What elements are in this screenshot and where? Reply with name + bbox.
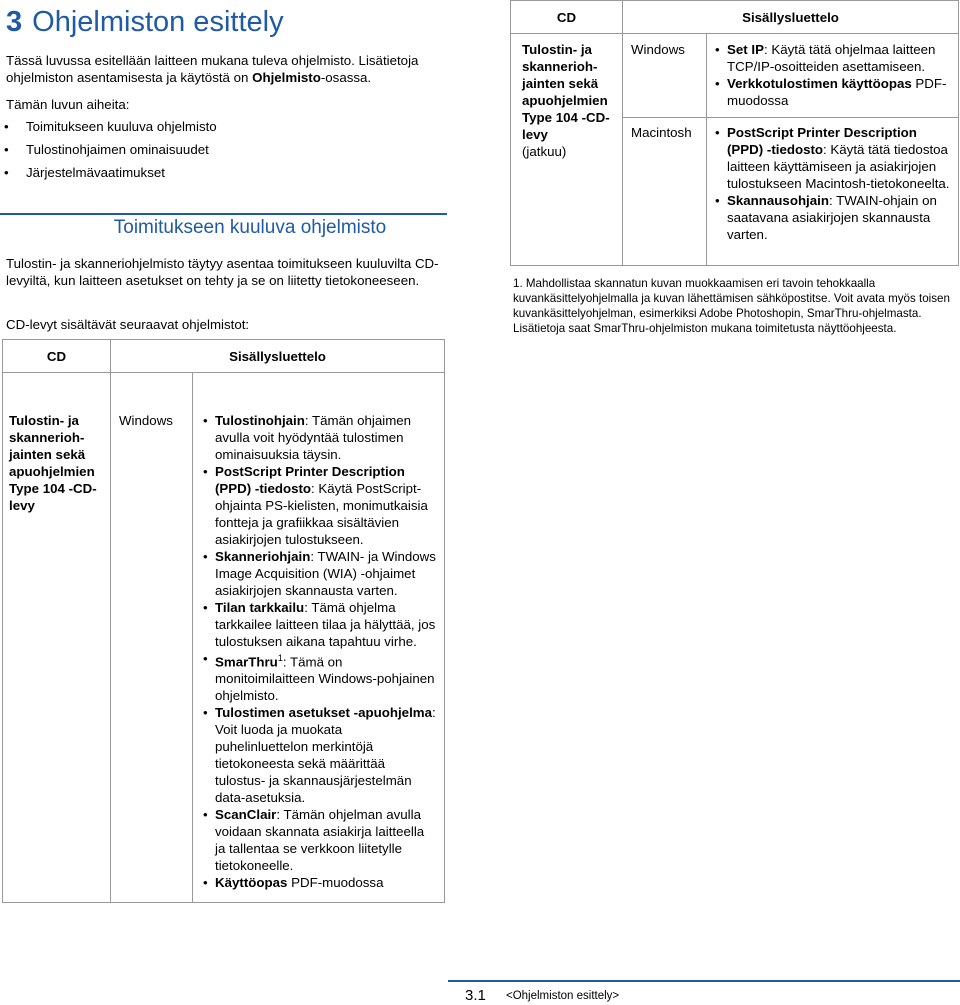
table-cell-contents (193, 373, 445, 903)
footer-chapter: <Ohjelmiston esittely> (506, 990, 620, 1002)
footer-divider (448, 980, 960, 982)
list-item: • PostScript Printer Description (PPD) -tiedosto: Käytä tätä tiedostoa laitteen käyttämiseen ja asiakirjojen tulostukseen Macintosh-tietokoneelta. (713, 124, 950, 192)
section-paragraph: Tulostin- ja skanneriohjelmisto täytyy asentaa toimitukseen kuuluvilta CD-levyiltä, kun laitteen asetukset on tehty ja se on liitetty tietokoneeseen. (6, 256, 439, 288)
table-cell-contents (707, 34, 959, 118)
topics-label: Tämän luvun aiheita: (6, 97, 130, 112)
topic-item[interactable]: • Järjestelmävaatimukset (2, 161, 442, 184)
table-cell-cd: Tulostin- ja skanneriohjainten sekä apuohjelmien Type 104 -CD-levy (3, 373, 111, 903)
section-divider (0, 213, 447, 215)
list-item: • ScanClair: Tämän ohjelman avulla voidaan skannata asiakirja laitteella ja tallentaa se verkkoon liitetylle tietokoneelle. (201, 806, 436, 874)
section-paragraph-2: CD-levyt sisältävät seuraavat ohjelmistot: (6, 317, 250, 332)
software-list (713, 41, 950, 109)
list-item: • Käyttöopas PDF-muodossa (201, 874, 436, 891)
table-cell-os: Windows (111, 373, 193, 903)
chapter-title (6, 4, 284, 40)
list-item: • SmarThru$^1$: Tämä on monitoimilaitteen Windows-pohjainen ohjelmisto. (201, 650, 436, 704)
topic-item[interactable]: • Toimitukseen kuuluva ohjelmisto (2, 115, 442, 138)
page-number: 3.1 (465, 987, 486, 1004)
section-heading: Toimitukseen kuuluva ohjelmisto (113, 217, 387, 238)
table-header-contents: Sisällysluettelo (623, 1, 959, 34)
table-header-contents: Sisällysluettelo (111, 340, 445, 373)
continued-note: (jatkuu) (522, 144, 567, 159)
list-item: • Skanneriohjain: TWAIN- ja Windows Image Acquisition (WIA) -ohjaimet asiakirjojen skannausta varten. (201, 548, 436, 599)
table-header-cd: CD (511, 1, 623, 34)
table-cell-cd (511, 34, 623, 266)
intro-text-end: -osassa. (320, 70, 372, 85)
chapter-number: 3 (6, 6, 23, 38)
table-cell-os: Windows (623, 34, 707, 118)
table-cell-os: Macintosh (623, 118, 707, 266)
intro-paragraph (6, 52, 446, 86)
software-list (201, 412, 436, 891)
software-list (713, 124, 950, 243)
intro-text: Tässä luvussa esitellään laitteen mukana tuleva ohjelmisto. Lisätietoja ohjelmiston asentamisesta ja käytöstä on (6, 53, 419, 85)
list-item: • Tulostimen asetukset -apuohjelma: Voit luoda ja muokata puhelinluettelon merkintöjä tietokoneesta sekä määrittää tulostus- ja skannausjärjestelmän data-asetuksia. (201, 704, 436, 806)
list-item: • Skannausohjain: TWAIN-ohjain on saatavana asiakirjojen skannausta varten. (713, 192, 950, 243)
topics-list (2, 115, 442, 184)
list-item: • Tilan tarkkailu: Tämä ohjelma tarkkailee laitteen tilaa ja hälyttää, jos tulostuksen aikana tapahtuu virhe. (201, 599, 436, 650)
footnote-ref[interactable]: 1 (277, 653, 283, 663)
list-item: • Set IP: Käytä tätä ohjelmaa laitteen TCP/IP-osoitteiden asettamiseen. (713, 41, 950, 75)
table-cell-contents (707, 118, 959, 266)
chapter-title-text: Ohjelmiston esittely (32, 6, 284, 38)
software-table (2, 339, 445, 903)
software-table-continued (510, 0, 959, 266)
topic-item[interactable]: • Tulostinohjaimen ominaisuudet (2, 138, 442, 161)
table-header-cd: CD (3, 340, 111, 373)
software-section-link[interactable]: Ohjelmisto (252, 70, 321, 85)
list-item: • Verkkotulostimen käyttöopas PDF-muodossa (713, 75, 950, 109)
cd-name: Tulostin- ja skanneriohjainten sekä apuohjelmien Type 104 -CD-levy (522, 42, 610, 142)
footnote: 1. Mahdollistaa skannatun kuvan muokkaamisen eri tavoin tehokkaalla kuvankäsittelyohjelmalla ja kuvan lähettämisen sähköpostitse. Voit avata myös toisen kuvankäsittelyohjelman, esimerkiksi Adobe Photoshopin, SmarThru-ohjelmasta. Lisätietoja saat SmarThru-ohjelmiston mukana toimitetusta näyttöohjeesta. (513, 277, 950, 335)
list-item: • PostScript Printer Description (PPD) -tiedosto: Käytä PostScript-ohjainta PS-kielisten, monimutkaisia fontteja ja grafiikkaa sisältävien asiakirjojen tulostukseen. (201, 463, 436, 548)
list-item: • Tulostinohjain: Tämän ohjaimen avulla voit hyödyntää tulostimen ominaisuuksia täysin. (201, 412, 436, 463)
